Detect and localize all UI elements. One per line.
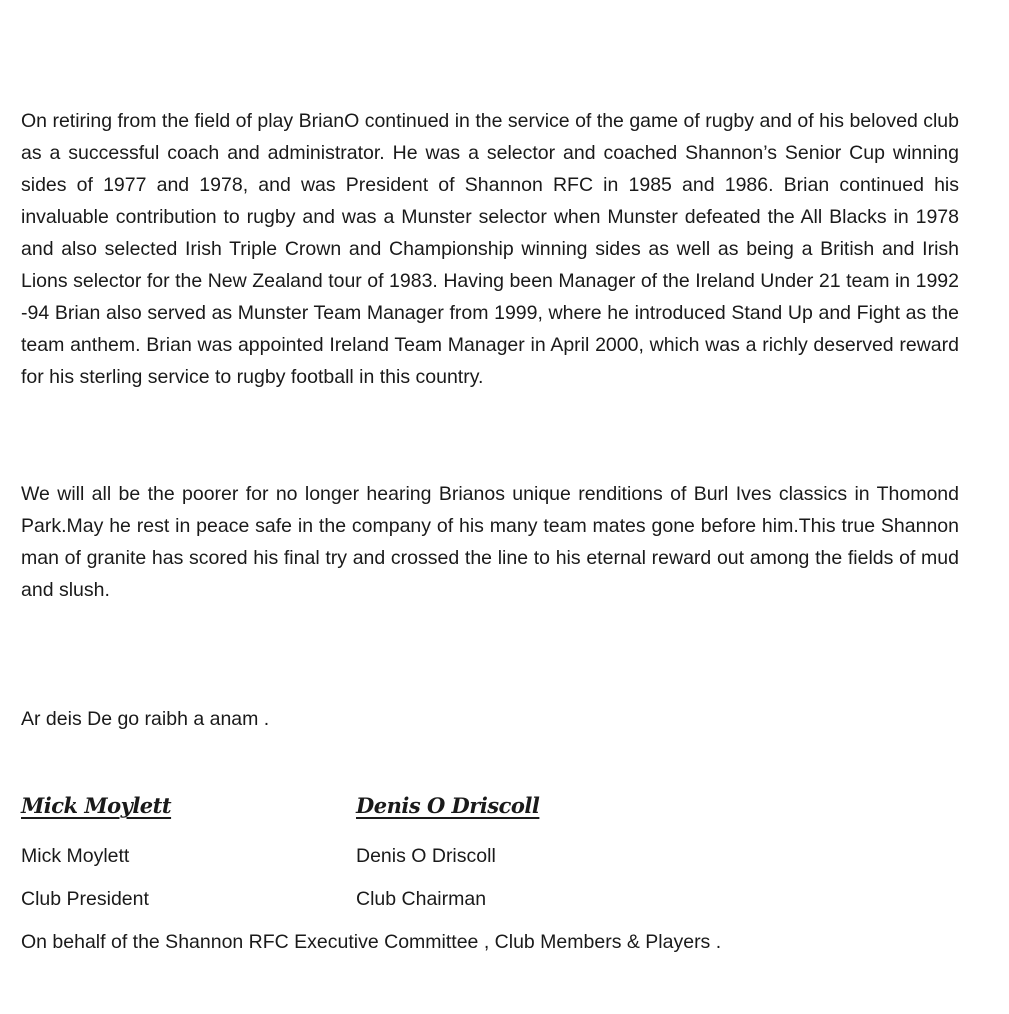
irish-blessing: Ar deis De go raibh a anam .	[21, 708, 270, 730]
signatory-role-president: Club President	[21, 888, 149, 910]
signatory-name-president: Mick Moylett	[21, 845, 130, 867]
on-behalf-line: On behalf of the Shannon RFC Executive Committee , Club Members & Players .	[21, 931, 722, 953]
signatory-name-chairman: Denis O Driscoll	[356, 845, 496, 867]
tribute-paragraph-farewell: We will all be the poorer for no longer hearing Brianos unique renditions of Burl Ives classics in Thomond Park.May he rest in peace safe in the company of his many team mates gone before him.This true Shannon man of granite has scored his final try and crossed the line to his eternal reward out among the fields of mud and slush.	[21, 483, 959, 601]
signature-chairman: Denis O Driscoll	[356, 793, 540, 818]
signatory-role-chairman: Club Chairman	[356, 888, 487, 910]
signature-president: Mick Moylett	[21, 793, 172, 818]
tribute-paragraph-career: On retiring from the field of play BrianO continued in the service of the game of rugby and of his beloved club as a successful coach and administrator. He was a selector and coached Shannon’s Senior Cup winning sides of 1977 and 1978, and was President of Shannon RFC in 1985 and 1986. Brian continued his invaluable contribution to rugby and was a Munster selector when Munster defeated the All Blacks in 1978 and also selected Irish Triple Crown and Championship winning sides as well as being a British and Irish Lions selector for the New Zealand tour of 1983. Having been Manager of the Ireland Under 21 team in 1992 -94 Brian also served as Munster Team Manager from 1999, where he introduced Stand Up and Fight as the team anthem. Brian was appointed Ireland Team Manager in April 2000, which was a richly deserved reward for his sterling service to rugby football in this country.	[21, 110, 959, 388]
